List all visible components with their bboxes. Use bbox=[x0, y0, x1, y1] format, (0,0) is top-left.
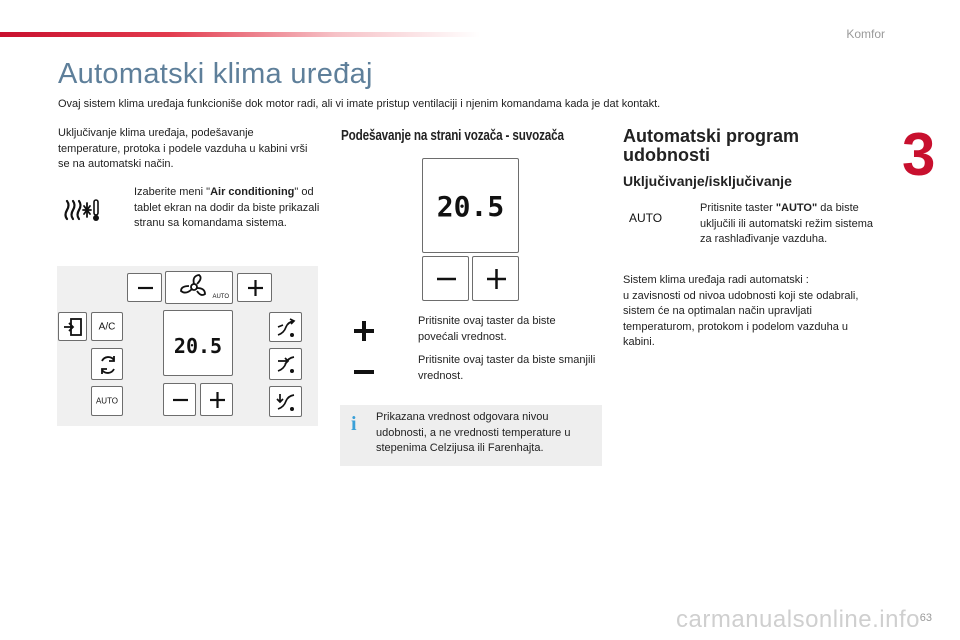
driver-passenger-heading: Podešavanje na strani vozača - suvozača bbox=[341, 127, 564, 144]
minus-step: Pritisnite ovaj taster da biste smanjili vrednost. bbox=[418, 354, 596, 382]
display-value: 20.5 bbox=[436, 190, 505, 223]
section-label: Komfor bbox=[846, 27, 885, 41]
auto-button-label: AUTO bbox=[629, 211, 663, 225]
airflow-feet-button[interactable] bbox=[269, 386, 302, 417]
info-icon: i bbox=[351, 413, 357, 435]
chapter-number: 3 bbox=[902, 121, 936, 188]
temperature-display bbox=[163, 310, 233, 376]
on-off-subheading: Uključivanje/isključivanje bbox=[623, 173, 792, 189]
left-step: Izaberite meni "Air conditioning" od tablet ekran na dodir da biste prikazali stranu sa komandama sistema. bbox=[134, 186, 320, 229]
airflow-centre-icon bbox=[270, 349, 303, 381]
fan-minus-button[interactable] bbox=[127, 273, 162, 302]
header-accent-bar bbox=[0, 32, 480, 37]
panel-auto-button[interactable]: AUTO bbox=[91, 386, 123, 416]
recirculation-button[interactable] bbox=[91, 348, 123, 380]
plus-step: Pritisnite ovaj taster da biste povećali vrednost. bbox=[418, 315, 556, 343]
airflow-down-icon bbox=[270, 387, 303, 418]
climate-control-panel bbox=[57, 266, 318, 426]
fan-auto-button[interactable] bbox=[165, 271, 233, 304]
menu-name: Air conditioning bbox=[210, 186, 295, 198]
fan-plus-button[interactable] bbox=[237, 273, 272, 302]
recirculation-icon bbox=[92, 349, 124, 381]
page-title: Automatski klima uređaj bbox=[58, 58, 373, 90]
ac-button[interactable]: A/C bbox=[91, 312, 123, 341]
plus-icon bbox=[352, 319, 376, 343]
auto-program-heading: Automatski program udobnosti bbox=[623, 126, 800, 165]
auto-step: Pritisnite taster "AUTO" da biste uključili ili automatski režim sistema za rashlađivanje vazduha. bbox=[700, 202, 873, 245]
airflow-centre-button[interactable] bbox=[269, 348, 302, 380]
temp-minus-button[interactable] bbox=[163, 383, 196, 416]
minus-button-large[interactable] bbox=[422, 256, 469, 301]
left-intro-paragraph: Uključivanje klima uređaja, podešavanje temperature, protoka i podele vazduha u kabini vrši se na automatski način. bbox=[58, 127, 308, 170]
climate-menu-icon bbox=[64, 197, 100, 223]
intro-text: Ovaj sistem klima uređaja funkcioniše dok motor radi, ali vi imate pristup ventilaciji i njenim komandama kada je dat kontakt. bbox=[58, 98, 661, 110]
air-recirculation-exit-button[interactable] bbox=[58, 312, 87, 341]
airflow-windscreen-button[interactable] bbox=[269, 312, 302, 342]
temp-plus-button[interactable] bbox=[200, 383, 233, 416]
watermark: carmanualsonline.info bbox=[676, 606, 920, 633]
page-number: 63 bbox=[919, 612, 932, 624]
info-text: Prikazana vrednost odgovara nivou udobnosti, a ne vrednosti temperature u stepenima Celzijusa ili Farenhajta. bbox=[376, 411, 571, 454]
panel-temperature: 20.5 bbox=[173, 334, 223, 358]
airflow-up-icon bbox=[270, 313, 303, 343]
exit-icon bbox=[59, 313, 88, 342]
auto-description: Sistem klima uređaja radi automatski : u zavisnosti od nivoa udobnosti koji ste odabrali, sistem će na optimalan način upravljati temperaturom, protokom i podelom vazduha u kabini. bbox=[623, 274, 859, 348]
minus-icon bbox=[352, 364, 376, 374]
fan-auto-label: AUTO bbox=[212, 294, 229, 300]
fan-icon bbox=[166, 272, 234, 305]
temperature-display-large bbox=[422, 158, 519, 253]
plus-button-large[interactable] bbox=[472, 256, 519, 301]
